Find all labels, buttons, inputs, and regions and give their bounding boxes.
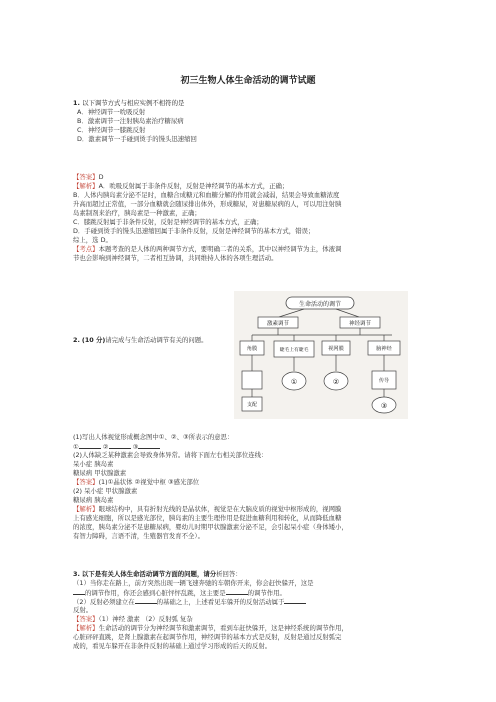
- answer-line: [73, 478, 433, 487]
- analysis-text: B．人体内胰岛素分泌不足时，血糖合成糖元和血糖分解的作用就会减弱，结果会导致血糖浓度: [73, 191, 340, 199]
- node-mid-1-label: 激素调节: [266, 321, 290, 327]
- question-2-line-1: (1)写出人体视觉形成概念图中①、②、③所表示的意思：: [73, 433, 234, 441]
- analysis-line: [73, 624, 433, 633]
- question-1-solution: [73, 173, 433, 263]
- point-text: 节也会影响到神经调节，二者相互协调，共同维持人体的各项生理活动。: [73, 254, 278, 262]
- question-2-text: 请完成与生命活动调节有关的问题。: [105, 336, 208, 344]
- point-tag: 【考点】: [73, 245, 99, 253]
- analysis-text: 岛素制剂来治疗，胰岛素是一种激素，正确；: [73, 209, 201, 217]
- option-b: B．激素调节一注射胰岛素治疗糖尿病: [77, 117, 184, 125]
- page-title: 初三生物人体生命活动的调节试题: [180, 76, 316, 86]
- answer-tag: 【答案】: [73, 615, 99, 623]
- blank-q3-3[interactable]: [135, 597, 157, 604]
- analysis-line: [73, 182, 433, 191]
- question-3-line-1: （1）当你走在路上，前方突然出现一辆飞速奔驰的车朝你开来，你会赶快躲开，这是: [73, 579, 314, 587]
- blank-q3-2[interactable]: [226, 588, 248, 595]
- question-2-body: [73, 433, 433, 541]
- analysis-text: 上有感光细胞，所以是感光部位，胰岛素的主要生理作用是促进血糖利用和转化，从而降低血糖: [73, 514, 342, 522]
- question-1-text: 以下调节方式与相应实例不相符的是: [82, 99, 185, 107]
- answer-value: (2) 呆小症 甲状腺激素: [73, 487, 138, 495]
- question-3-text-tail: 析回答：: [216, 570, 242, 578]
- analysis-text: 的浓度，胰岛素分泌不足患糖尿病，婴幼儿时期甲状腺激素分泌不足，会引起呆小症（身体矮小，: [73, 523, 348, 531]
- node-bot-4-label: 传导: [378, 378, 390, 384]
- question-2-score: (10 分): [81, 336, 106, 344]
- analysis-text: 心脏砰砰直跳，是肾上腺激素在起调节作用，神经调节的基本方式是反射，反射是通过反射弧完: [73, 633, 342, 641]
- answer-value: D: [98, 173, 104, 181]
- answer-tag: 【答案】: [73, 478, 99, 486]
- analysis-text: 生命活动的调节分为神经调节和激素调节，看到车赶快躲开，这是神经系统的调节作用，: [98, 624, 348, 632]
- analysis-line: [73, 505, 433, 514]
- question-2-blanks: ① ② ③: [73, 442, 433, 451]
- analysis-tag: 【解析】: [73, 182, 99, 190]
- question-3: [73, 570, 433, 651]
- question-3-number: 3.: [73, 570, 80, 578]
- answer-line: [73, 173, 433, 182]
- question-1: [73, 99, 433, 144]
- analysis-tag: 【解析】: [73, 624, 99, 632]
- blank-1[interactable]: [79, 442, 101, 449]
- analysis-text: 升高而超过正常值，一部分血糖就会随尿排出体外，形成糖尿，对患糖尿病的人，可以用注射胰: [73, 200, 342, 208]
- question-2-number: 2.: [73, 336, 80, 344]
- analysis-text: 眼球结构中，具有折射光线的是晶状体，视觉是在大脑皮质的视觉中枢形成的，视网膜: [98, 505, 342, 513]
- question-1-number: 1.: [73, 99, 80, 107]
- answer-value: (1)①晶状体 ②视觉中枢 ③感光部位: [98, 478, 200, 486]
- node-bot-3-label: ③: [380, 402, 388, 410]
- concept-map-figure: [234, 291, 408, 419]
- node-bot-1-label: ①: [290, 378, 298, 386]
- blank-2[interactable]: [109, 442, 131, 449]
- node-bot-1: [242, 371, 262, 389]
- blank-q3-4[interactable]: [284, 597, 306, 604]
- question-2-line-4: 糖尿病 甲状腺激素: [73, 469, 127, 477]
- analysis-text: C．膝跳反射属于非条件反射，反射是神经调节的基本方式，正确；: [73, 218, 263, 226]
- node-row-1-label: 角膜: [246, 346, 258, 352]
- blank-3[interactable]: [138, 442, 160, 449]
- question-2-line-2: (2)人体缺乏某种激素会导致身体异常。请将下面左右相关部位连线：: [73, 451, 268, 459]
- point-text: 本题考查的是人体的两种调节方式，要明确二者的关系，其中以神经调节为主，体液调: [98, 245, 342, 253]
- node-mid-2-label: 神经调节: [348, 321, 372, 327]
- question-1-stem: [73, 99, 433, 108]
- question-3-line-4: 反射。: [73, 606, 93, 614]
- analysis-text: 综上，选 D。: [73, 236, 112, 244]
- node-row-2-label: 睫毛上有睫毛: [279, 348, 309, 353]
- blank-q3-1[interactable]: [73, 588, 85, 595]
- option-a: A．神经调节一吮吸反射: [77, 108, 146, 116]
- question-3-stem: [73, 570, 433, 579]
- question-3-line-2: 的调节作用，你还会感到心脏怦怦乱跳，这主要是 的调节作用。: [73, 588, 433, 597]
- question-3-text: 以下是有关人体生命活动调节方面的问题，请分: [81, 570, 217, 578]
- answer-tag: 【答案】: [73, 173, 99, 181]
- analysis-text: 成的，看见车躲开在非条件反射的基础上通过学习形成的后天的反射。: [73, 642, 272, 650]
- point-line: [73, 245, 433, 254]
- option-d: D．激素调节一手碰到烫手的馒头迅速缩回: [77, 135, 197, 143]
- node-bot-5-label: 支配: [246, 402, 258, 408]
- node-row-3-label: 视网膜: [328, 346, 344, 352]
- concept-map-diagram: [234, 291, 408, 419]
- node-row-4-label: 脑神经: [376, 346, 392, 352]
- question-2-line-3: 呆小症 胰岛素: [73, 460, 114, 468]
- answer-value: （1）神经 激素 （2）反射弧 复杂: [98, 615, 193, 623]
- analysis-tag: 【解析】: [73, 505, 99, 513]
- node-bot-2-label: ②: [332, 378, 340, 386]
- analysis-text: 有智力障碍，言语不清，生殖器官发育不全）。: [73, 532, 205, 540]
- option-c: C．神经调节一膝跳反射: [77, 126, 146, 134]
- node-top-label: 生命活动的调节: [298, 301, 342, 308]
- answer-value: 糖尿病 胰岛素: [73, 496, 114, 504]
- analysis-text: A．吮吸反射属于非条件反射，反射是神经调节的基本方式，正确；: [98, 182, 289, 190]
- answer-line: [73, 615, 433, 624]
- question-3-line-3: （2）反射必须建立在 的基础之上，上述看见车躲开的反射活动属于: [73, 597, 433, 606]
- analysis-text: D．手碰到烫手的馒头迅速缩回属于非条件反射，反射是神经调节的基本方式，错误；: [73, 227, 315, 235]
